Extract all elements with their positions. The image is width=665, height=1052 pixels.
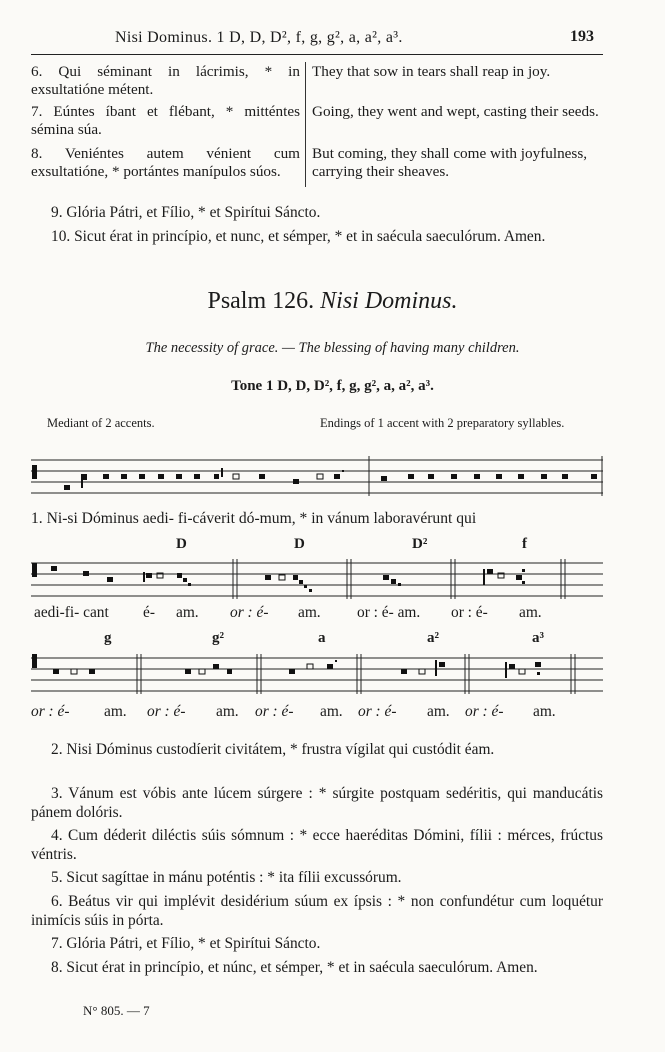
latin-verse-6: 6. Qui séminant in lácrimis, * in exsultatióne métent. xyxy=(31,63,300,98)
chant-staff-2 xyxy=(31,555,603,603)
running-head xyxy=(82,25,602,51)
doxology-verse-10: 10. Sicut érat in princípio, et nunc, et sémper, * et in saécula saeculórum. Amen. xyxy=(51,228,546,245)
english-verse-6: They that sow in tears shall reap in joy. xyxy=(312,63,551,80)
chant-syllable: aedi-fi- cant xyxy=(34,604,109,621)
psalm-title-name: Nisi Dominus. xyxy=(320,288,458,314)
ending-label-g: g xyxy=(104,630,112,646)
chant-syllable: or : é- xyxy=(31,703,70,720)
latin-verse-8: 8. Veniéntes autem vénient cum exsultatióne, * portántes manípulos súos. xyxy=(31,145,300,180)
verse-2: 2. Nisi Dóminus custodíerit civitátem, * frustra vígilat qui custódit éam. xyxy=(51,741,495,758)
endings-note: Endings of 1 accent with 2 preparatory syllables. xyxy=(320,416,565,430)
ending-label-d3: D² xyxy=(412,536,428,552)
header-rule xyxy=(31,54,603,55)
verse-7: 7. Glória Pátri, et Fílio, * et Spirítui Sáncto. xyxy=(51,935,321,952)
doxology-verse-9: 9. Glória Pátri, et Fílio, * et Spirítui Sáncto. xyxy=(51,204,321,221)
verse-4: 4. Cum déderit diléctis súis sómnum : * ecce haeréditas Dómini, fílii : mérces, frúctus véntris. xyxy=(31,827,603,863)
ending-label-f: f xyxy=(522,536,527,552)
ending-label-a: a xyxy=(318,630,326,646)
verse-3: 3. Vánum est vóbis ante lúcem súrgere : * súrgite postquam sedéritis, qui manducátis pánem dolóris. xyxy=(31,785,603,821)
verse-6: 6. Beátus vir qui implévit desidérium súum ex ípsis : * non confundétur cum loquétur inimícis súis in pórta. xyxy=(31,893,603,929)
chant-syllable: am. xyxy=(533,703,556,720)
chant-syllable: é- xyxy=(143,604,155,621)
psalm-title xyxy=(0,288,665,315)
chant-staff-1 xyxy=(31,452,603,502)
ending-label-a2: a² xyxy=(427,630,439,646)
chant-syllable: or : é- xyxy=(230,604,269,621)
chant-syllable: or : é- xyxy=(147,703,186,720)
ending-label-d1: D xyxy=(176,536,187,552)
chant-syllable: am. xyxy=(176,604,199,621)
chant-syllable: am. xyxy=(216,703,239,720)
page-number: 193 xyxy=(570,28,594,45)
chant-syllable: or : é- xyxy=(255,703,294,720)
ending-label-d2: D xyxy=(294,536,305,552)
chant-syllable: or : é- xyxy=(451,604,488,621)
chant-staff-3 xyxy=(31,650,603,698)
ending-label-g2: g² xyxy=(212,630,224,646)
chant-syllable: am. xyxy=(427,703,450,720)
chant-syllable: am. xyxy=(104,703,127,720)
psalm-title-number: 126. xyxy=(272,288,315,314)
psalm-subtitle: The necessity of grace. — The blessing of having many children. xyxy=(145,340,520,356)
chant-line-1-text: 1. Ni-si Dóminus aedi- fi-cáverit dó-mum, * in vánum laboravérunt qui xyxy=(31,510,477,527)
chant-syllable: or : é- xyxy=(358,703,397,720)
running-head-title: Nisi Dominus. 1 D, D, D², f, g, g², a, a², a³. xyxy=(115,29,403,46)
ending-label-a3: a³ xyxy=(532,630,544,646)
column-divider xyxy=(305,62,306,187)
latin-verse-7: 7. Eúntes íbant et flébant, * mitténtes sémina súa. xyxy=(31,103,300,138)
chant-syllable: or : é- am. xyxy=(357,604,421,621)
chant-syllable: am. xyxy=(320,703,343,720)
english-verse-8: But coming, they shall come with joyfulness, carrying their sheaves. xyxy=(312,145,588,180)
verse-8: 8. Sicut érat in princípio, et núnc, et sémper, * et in saécula saeculórum. Amen. xyxy=(51,959,538,976)
chant-syllable: am. xyxy=(298,604,321,621)
chant-syllable: am. xyxy=(519,604,542,621)
verse-5: 5. Sicut sagíttae in mánu poténtis : * ita fílii excussórum. xyxy=(51,869,402,886)
mediant-note: Mediant of 2 accents. xyxy=(47,416,155,430)
chant-syllable: or : é- xyxy=(465,703,504,720)
english-verse-7: Going, they went and wept, casting their seeds. xyxy=(312,103,599,120)
tone-heading: Tone 1 D, D, D², f, g, g², a, a², a³. xyxy=(231,378,434,394)
psalm-title-prefix: Psalm xyxy=(207,288,267,314)
footer-signature: N° 805. — 7 xyxy=(83,1003,150,1018)
